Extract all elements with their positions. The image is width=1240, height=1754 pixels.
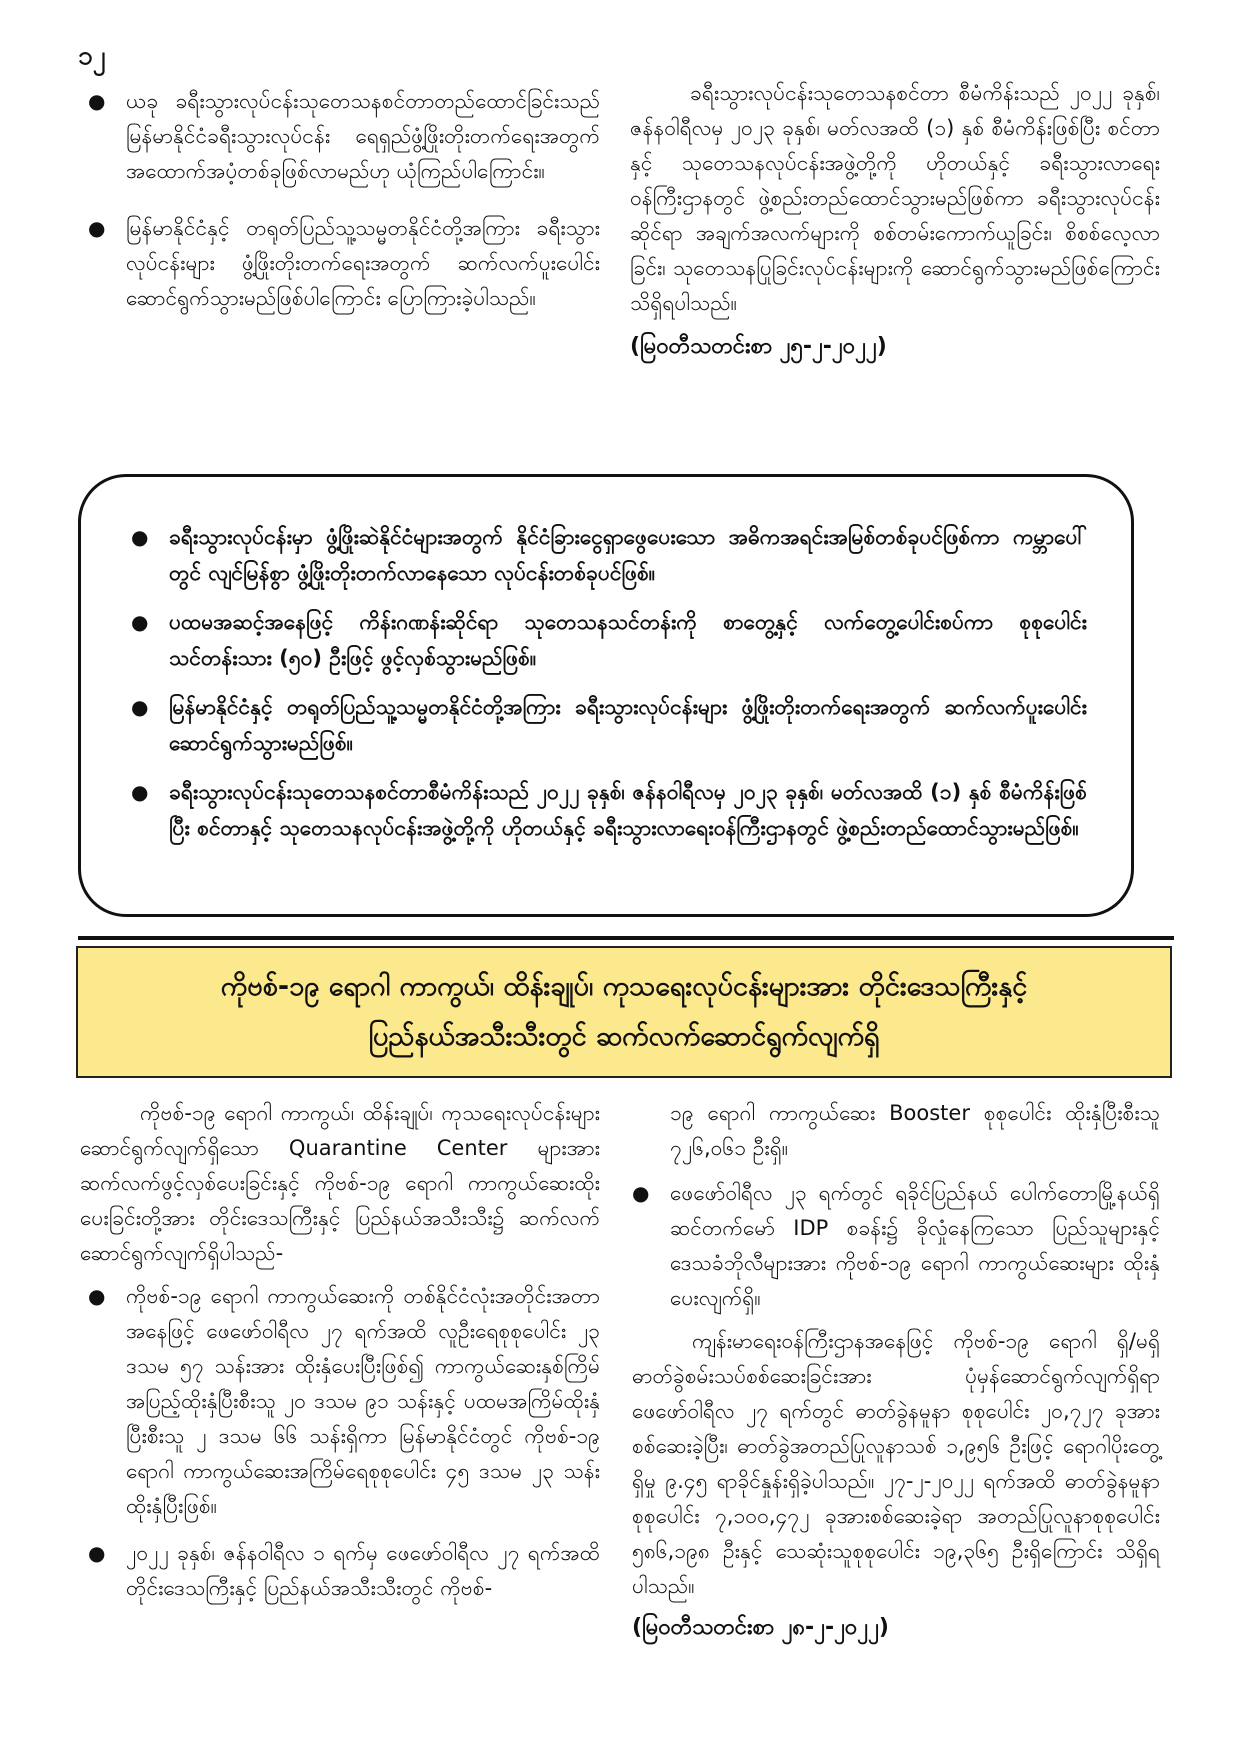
list-item: ● ကိုဗစ်-၁၉ ရောဂါ ကာကွယ်ဆေးကို တစ်နိုင်ငံလုံးအတိုင်းအတာအနေဖြင့် ဖေဖော်ဝါရီလ ၂၇ ရက်အထိ လူဦးရေစုစုပေါင်း ၂၃ ဒသမ ၅၇ သန်းအား ထိုးနှံပေးပြီးဖြစ်၍ ကာကွယ်ဆေးနှစ်ကြိမ်အပြည့်ထိုးနှံပြီးစီးသူ ၂၀ ဒသမ ၉၁ သန်းနှင့် ပထမအကြိမ်ထိုးနှံပြီးစီးသူ ၂ ဒသမ ၆၆ သန်းရှိကာ မြန်မာနိုင်ငံတွင် ကိုဗစ်-၁၉ ရောဂါ ကာကွယ်ဆေးအကြိမ်ရေစုစုပေါင်း ၄၅ ဒသမ ၂၃ သန်းထိုးနှံပြီးဖြစ်။ [88,1279,600,1524]
list-item: ● မြန်မာနိုင်ငံနှင့် တရုတ်ပြည်သူ့သမ္မတနိုင်ငံတို့အကြား ခရီးသွားလုပ်ငန်းများ ဖွံ့ဖြိုးတိုးတက်ရေးအတွက် ဆက်လက်ပူးပေါင်းဆောင်ရွက်သွားမည်ဖြစ်။ [131,689,1087,761]
top-left-column [88,84,600,316]
article-paragraph: ခရီးသွားလုပ်ငန်းသုတေသနစင်တာ စီမံကိန်းသည် ၂၀၂၂ ခုနှစ်၊ ဇန်နဝါရီလမှ ၂၀၂၃ ခုနှစ်၊ မတ်လအထိ (၁) နှစ် စီမံကိန်းဖြစ်ပြီး စင်တာနှင့် သုတေသနလုပ်ငန်းအဖွဲ့တို့ကို ဟိုတယ်နှင့် ခရီးသွားလာရေးဝန်ကြီးဌာနတွင် ဖွဲ့စည်းတည်ထောင်သွားမည်ဖြစ်ကာ ခရီးသွားလုပ်ငန်းဆိုင်ရာ အချက်အလက်များကို စစ်တမ်းကောက်ယူခြင်း၊ စိစစ်လေ့လာခြင်း၊ သုတေသနပြုခြင်းလုပ်ငန်းများကို ဆောင်ရွက်သွားမည်ဖြစ်ကြောင်း သိရှိရပါသည်။ [630,81,1160,315]
bottom-left-column [80,1096,600,1606]
list-item: ● ယခု ခရီးသွားလုပ်ငန်းသုတေသနစင်တာတည်ထောင်ခြင်းသည် မြန်မာနိုင်ငံခရီးသွားလုပ်ငန်း ရေရှည်ဖွံ့ဖြိုးတိုးတက်ရေးအတွက် အထောက်အပံ့တစ်ခုဖြစ်လာမည်ဟု ယုံကြည်ပါကြောင်း။ [88,84,600,189]
list-item: ● မြန်မာနိုင်ငံနှင့် တရုတ်ပြည်သူ့သမ္မတနိုင်ငံတို့အကြား ခရီးသွားလုပ်ငန်းများ ဖွံ့ဖြိုးတိုးတက်ရေးအတွက် ဆက်လက်ပူးပေါင်းဆောင်ရွက်သွားမည်ဖြစ်ပါကြောင်း ပြောကြားခဲ့ပါသည်။ [88,211,600,316]
bottom-right-column [632,1096,1160,1645]
list-item: ● ခရီးသွားလုပ်ငန်းမှာ ဖွံ့ဖြိုးဆဲနိုင်ငံများအတွက် နိုင်ငံခြားငွေရှာဖွေပေးသော အဓိကအရင်းအမြစ်တစ်ခုပင်ဖြစ်ကာ ကမ္ဘာပေါ်တွင် လျင်မြန်စွာ ဖွံ့ဖြိုးတိုးတက်လာနေသော လုပ်ငန်းတစ်ခုပင်ဖြစ်။ [131,519,1087,591]
bottom-left-bullets [80,1279,600,1606]
headline-line-1: ကိုဗစ်-၁၉ ရောဂါ ကာကွယ်၊ ထိန်းချုပ်၊ ကုသရေးလုပ်ငန်းများအား တိုင်းဒေသကြီးနှင့် [220,971,1028,1002]
list-item: ● ခရီးသွားလုပ်ငန်းသုတေသနစင်တာစီမံကိန်းသည် ၂၀၂၂ ခုနှစ်၊ ဇန်နဝါရီလမှ ၂၀၂၃ ခုနှစ်၊ မတ်လအထိ (၁) နှစ် စီမံကိန်းဖြစ်ပြီး စင်တာနှင့် သုတေသနလုပ်ငန်းအဖွဲ့တို့ကို ဟိုတယ်နှင့် ခရီးသွားလာရေးဝန်ကြီးဌာနတွင် ဖွဲ့စည်းတည်ထောင်သွားမည်ဖြစ်။ [131,774,1087,846]
list-item: ● ဖေဖော်ဝါရီလ ၂၃ ရက်တွင် ရခိုင်ပြည်နယ် ပေါက်တောမြို့နယ်ရှိ ဆင်တက်မော် IDP စခန်း၌ ခိုလှုံနေကြသော ပြည်သူများနှင့် ဒေသခံဘိုလီများအား ကိုဗစ်-၁၉ ရောဂါ ကာကွယ်ဆေးများ ထိုးနှံပေးလျက်ရှိ။ [632,1176,1160,1316]
source-citation: (မြဝတီသတင်းစာ ၂၈-၂-၂၀၂၂) [632,1615,889,1640]
summary-bullets [131,519,1087,846]
article-paragraph: ကိုဗစ်-၁၉ ရောဂါ ကာကွယ်၊ ထိန်းချုပ်၊ ကုသရေးလုပ်ငန်းများ ဆောင်ရွက်လျက်ရှိသော Quarantine Center များအား ဆက်လက်ဖွင့်လှစ်ပေးခြင်းနှင့် ကိုဗစ်-၁၉ ရောဂါ ကာကွယ်ဆေးထိုးပေးခြင်းတို့အား တိုင်းဒေသကြီးနှင့် ပြည်နယ်အသီးသီး၌ ဆက်လက်ဆောင်ရွက်လျက်ရှိပါသည်- [80,1101,600,1265]
article-headline [76,946,1172,1078]
headline-line-2: ပြည်နယ်အသီးသီးတွင် ဆက်လက်ဆောင်ရွက်လျက်ရှိ [368,1021,880,1052]
bottom-right-bullets [632,1176,1160,1316]
list-item: ● ၂၀၂၂ ခုနှစ်၊ ဇန်နဝါရီလ ၁ ရက်မှ ဖေဖော်ဝါရီလ ၂၇ ရက်အထိ တိုင်းဒေသကြီးနှင့် ပြည်နယ်အသီးသီးတွင် ကိုဗစ်- [88,1536,600,1606]
top-left-bullets [88,84,600,316]
list-item: ● ပထမအဆင့်အနေဖြင့် ကိန်းဂဏန်းဆိုင်ရာ သုတေသနသင်တန်းကို စာတွေ့နှင့် လက်တွေ့ပေါင်းစပ်ကာ စုစုပေါင်း သင်တန်းသား (၅၀) ဦးဖြင့် ဖွင့်လှစ်သွားမည်ဖြစ်။ [131,604,1087,676]
source-citation: (မြဝတီသတင်းစာ ၂၅-၂-၂၀၂၂) [630,334,887,359]
section-divider [78,936,1174,940]
article-paragraph: ကျန်းမာရေးဝန်ကြီးဌာနအနေဖြင့် ကိုဗစ်-၁၉ ရောဂါ ရှိ/မရှိ ဓာတ်ခွဲစမ်းသပ်စစ်ဆေးခြင်းအား ပုံမှန်ဆောင်ရွက်လျက်ရှိရာ ဖေဖော်ဝါရီလ ၂၇ ရက်တွင် ဓာတ်ခွဲနမူနာ စုစုပေါင်း ၂၀,၇၂၇ ခုအားစစ်ဆေးခဲ့ပြီး၊ ဓာတ်ခွဲအတည်ပြုလူနာသစ် ၁,၉၅၆ ဦးဖြင့် ရောဂါပိုးတွေ့ရှိမှု ၉.၄၅ ရာခိုင်နှုန်းရှိခဲ့ပါသည်။ ၂၇-၂-၂၀၂၂ ရက်အထိ ဓာတ်ခွဲနမူနာ စုစုပေါင်း ၇,၁၀၀,၄၇၂ ခုအားစစ်ဆေးခဲ့ရာ အတည်ပြုလူနာစုစုပေါင်း ၅၈၆,၁၉၈ ဦးနှင့် သေဆုံးသူစုစုပေါင်း ၁၉,၃၆၅ ဦးရှိကြောင်း သိရှိရပါသည်။ [632,1329,1160,1598]
continuation-text: ၁၉ ရောဂါ ကာကွယ်ဆေး Booster စုစုပေါင်း ထိုးနှံပြီးစီးသူ ၇၂၆,၀၆၁ ဦးရှိ။ [670,1101,1160,1160]
top-right-column [630,76,1160,364]
summary-box [78,474,1134,917]
page-number: ၁၂ [78,41,106,71]
